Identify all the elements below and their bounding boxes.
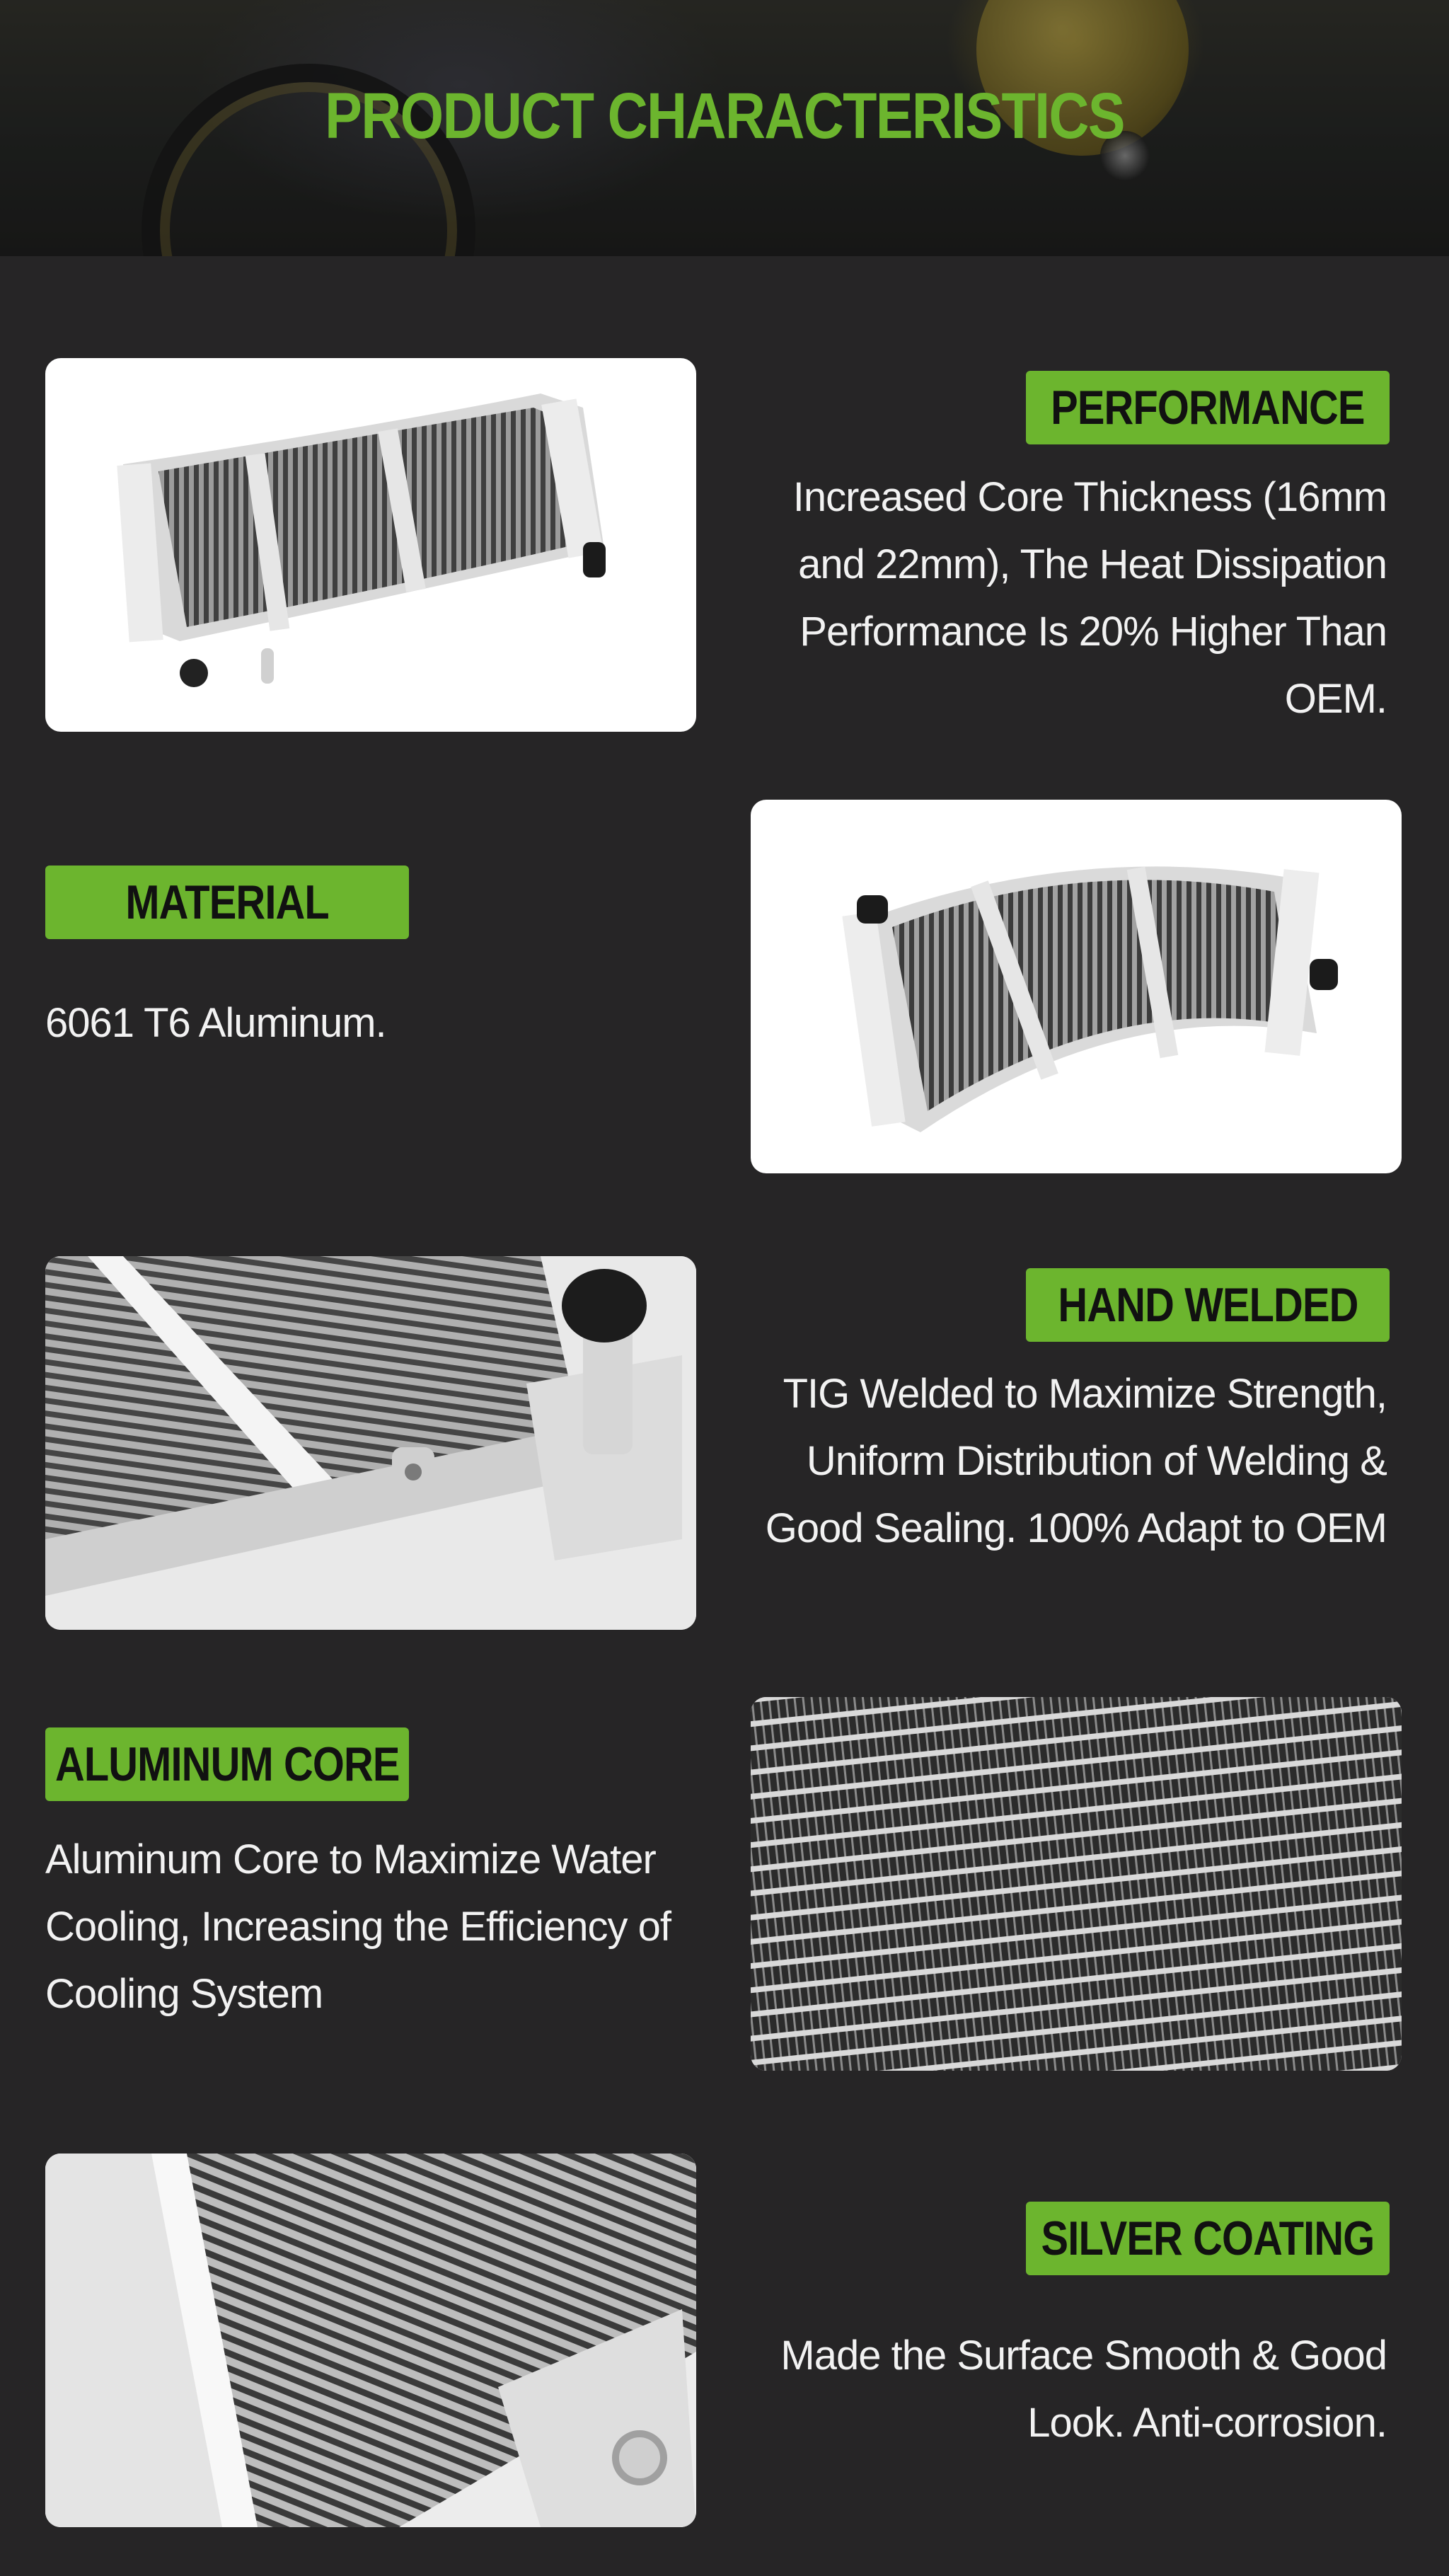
radiator-photo-coating-closeup bbox=[45, 2154, 696, 2527]
badge-hand-welded: HAND WELDED bbox=[1026, 1268, 1390, 1342]
hero-banner bbox=[0, 0, 1449, 256]
desc-aluminum-core: Aluminum Core to Maximize Water Cooling, Increasing the Efficiency of Cooling System bbox=[45, 1836, 671, 2017]
radiator-photo-back bbox=[751, 800, 1402, 1173]
desc-silver-coating: Made the Surface Smooth & Good Look. Anti-corrosion. bbox=[780, 2333, 1387, 2446]
badge-silver-coating: SILVER COATING bbox=[1026, 2202, 1390, 2275]
badge-material: MATERIAL bbox=[45, 866, 409, 939]
badge-performance: PERFORMANCE bbox=[1026, 371, 1390, 444]
page-title: PRODUCT CHARACTERISTICS bbox=[325, 80, 1124, 152]
badge-aluminum-core: ALUMINUM CORE bbox=[45, 1727, 409, 1801]
radiator-photo-front bbox=[45, 358, 696, 732]
desc-material: 6061 T6 Aluminum. bbox=[45, 1000, 386, 1046]
radiator-photo-core-closeup bbox=[751, 1697, 1402, 2071]
desc-performance: Increased Core Thickness (16mm and 22mm), The Heat Dissipation Performance Is 20% Higher Than OEM. bbox=[792, 474, 1387, 722]
radiator-photo-weld-closeup bbox=[45, 1256, 696, 1630]
desc-hand-welded: TIG Welded to Maximize Strength, Uniform Distribution of Welding & Good Sealing. 100% Adapt to OEM bbox=[765, 1371, 1387, 1551]
